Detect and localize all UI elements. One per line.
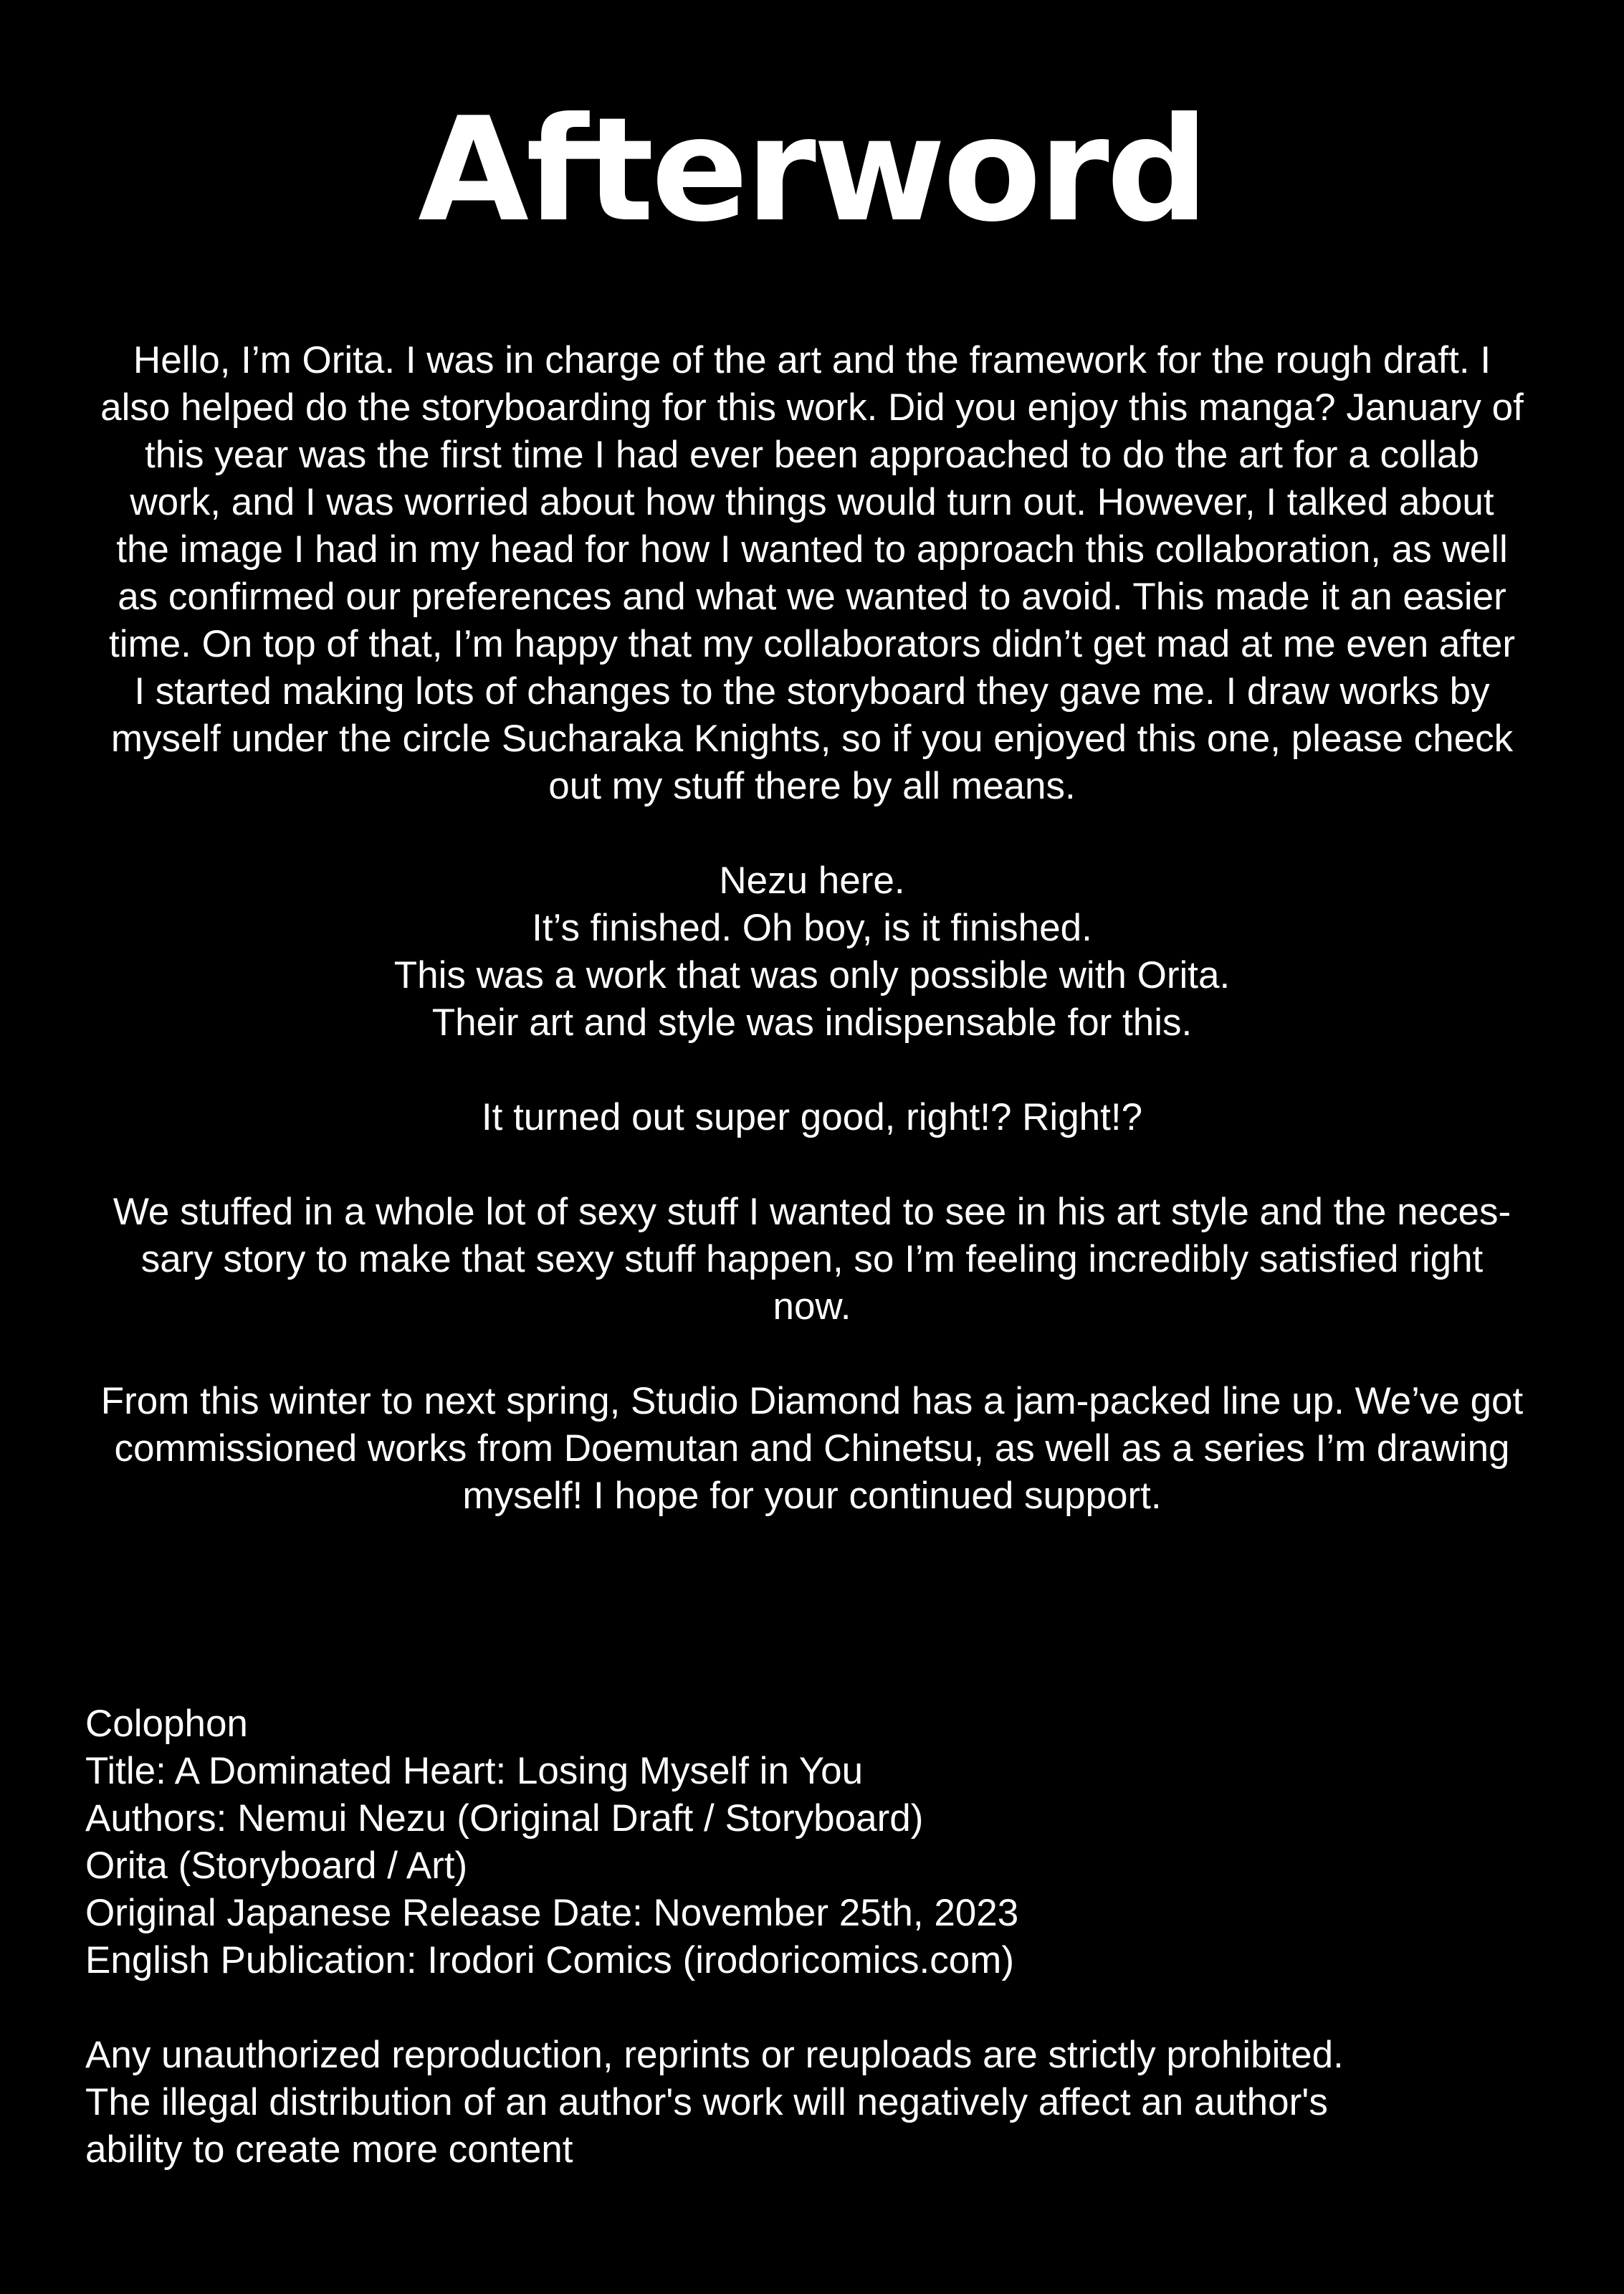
colophon [85,1700,1519,2174]
text-line: Their art and style was indispensable for this. [431,1001,1193,1044]
text-line: as confirmed our preferences and what we wanted to avoid. This made it an easier [118,576,1506,618]
text-line: commissioned works from Doemutan and Chinetsu, as well as a series I’m drawing [114,1427,1510,1470]
text-line: time. On top of that, I’m happy that my collaborators didn’t get mad at me even after [109,623,1515,665]
colophon-heading: Colophon [85,1703,248,1745]
text-line: now. [773,1285,851,1328]
text-line: also helped do the storyboarding for this work. Did you enjoy this manga? January of [100,386,1524,429]
nezu-lineup-paragraph [72,1378,1552,1520]
text-line: From this winter to next spring, Studio Diamond has a jam-packed line up. We’ve got [100,1380,1524,1422]
copyright-notice-line: The illegal distribution of an author's work will negatively affect an author's [85,2081,1328,2123]
colophon-publication: English Publication: Irodori Comics (irodoricomics.com) [85,1939,1014,1981]
text-line: Hello, I’m Orita. I was in charge of the art and the framework for the rough draft. I [133,339,1491,381]
text-line: I started making lots of changes to the storyboard they gave me. I draw works by [134,670,1490,713]
nezu-exclaim-paragraph [72,1094,1552,1141]
page-title: Afterword [418,87,1206,254]
nezu-intro-paragraph [72,857,1552,1047]
orita-paragraph [72,337,1552,810]
text-line: It turned out super good, right!? Right!? [481,1096,1143,1138]
text-line: work, and I was worried about how things would turn out. However, I talked about [130,481,1494,523]
colophon-authors: Authors: Nemui Nezu (Original Draft / Storyboard) [85,1797,924,1840]
colophon-title: Title: A Dominated Heart: Losing Myself in You [85,1750,864,1792]
text-line: sary story to make that sexy stuff happen, so I’m feeling incredibly satisfied right [140,1238,1484,1280]
colophon-authors-continued: Orita (Storyboard / Art) [85,1845,468,1887]
text-line: This was a work that was only possible with Orita. [393,954,1231,996]
text-line: Nezu here. [719,860,905,902]
copyright-notice-line: ability to create more content [85,2128,573,2171]
text-line: It’s finished. Oh boy, is it finished. [532,907,1092,949]
text-line: the image I had in my head for how I wanted to approach this collaboration, as well [116,528,1508,571]
copyright-notice-line: Any unauthorized reproduction, reprints or reuploads are strictly prohibited. [85,2034,1344,2076]
text-line: myself under the circle Sucharaka Knights, so if you enjoyed this one, please check [110,718,1514,760]
text-line: myself! I hope for your continued support. [462,1475,1162,1517]
text-line: this year was the first time I had ever been approached to do the art for a collab [145,434,1479,476]
afterword-body [72,337,1552,1520]
colophon-release-date: Original Japanese Release Date: November 25th, 2023 [85,1892,1019,1934]
text-line: We stuffed in a whole lot of sexy stuff I wanted to see in his art style and the neces- [113,1191,1511,1233]
text-line: out my stuff there by all means. [548,765,1076,807]
nezu-satisfied-paragraph [72,1189,1552,1331]
spacer [85,1984,1519,2032]
